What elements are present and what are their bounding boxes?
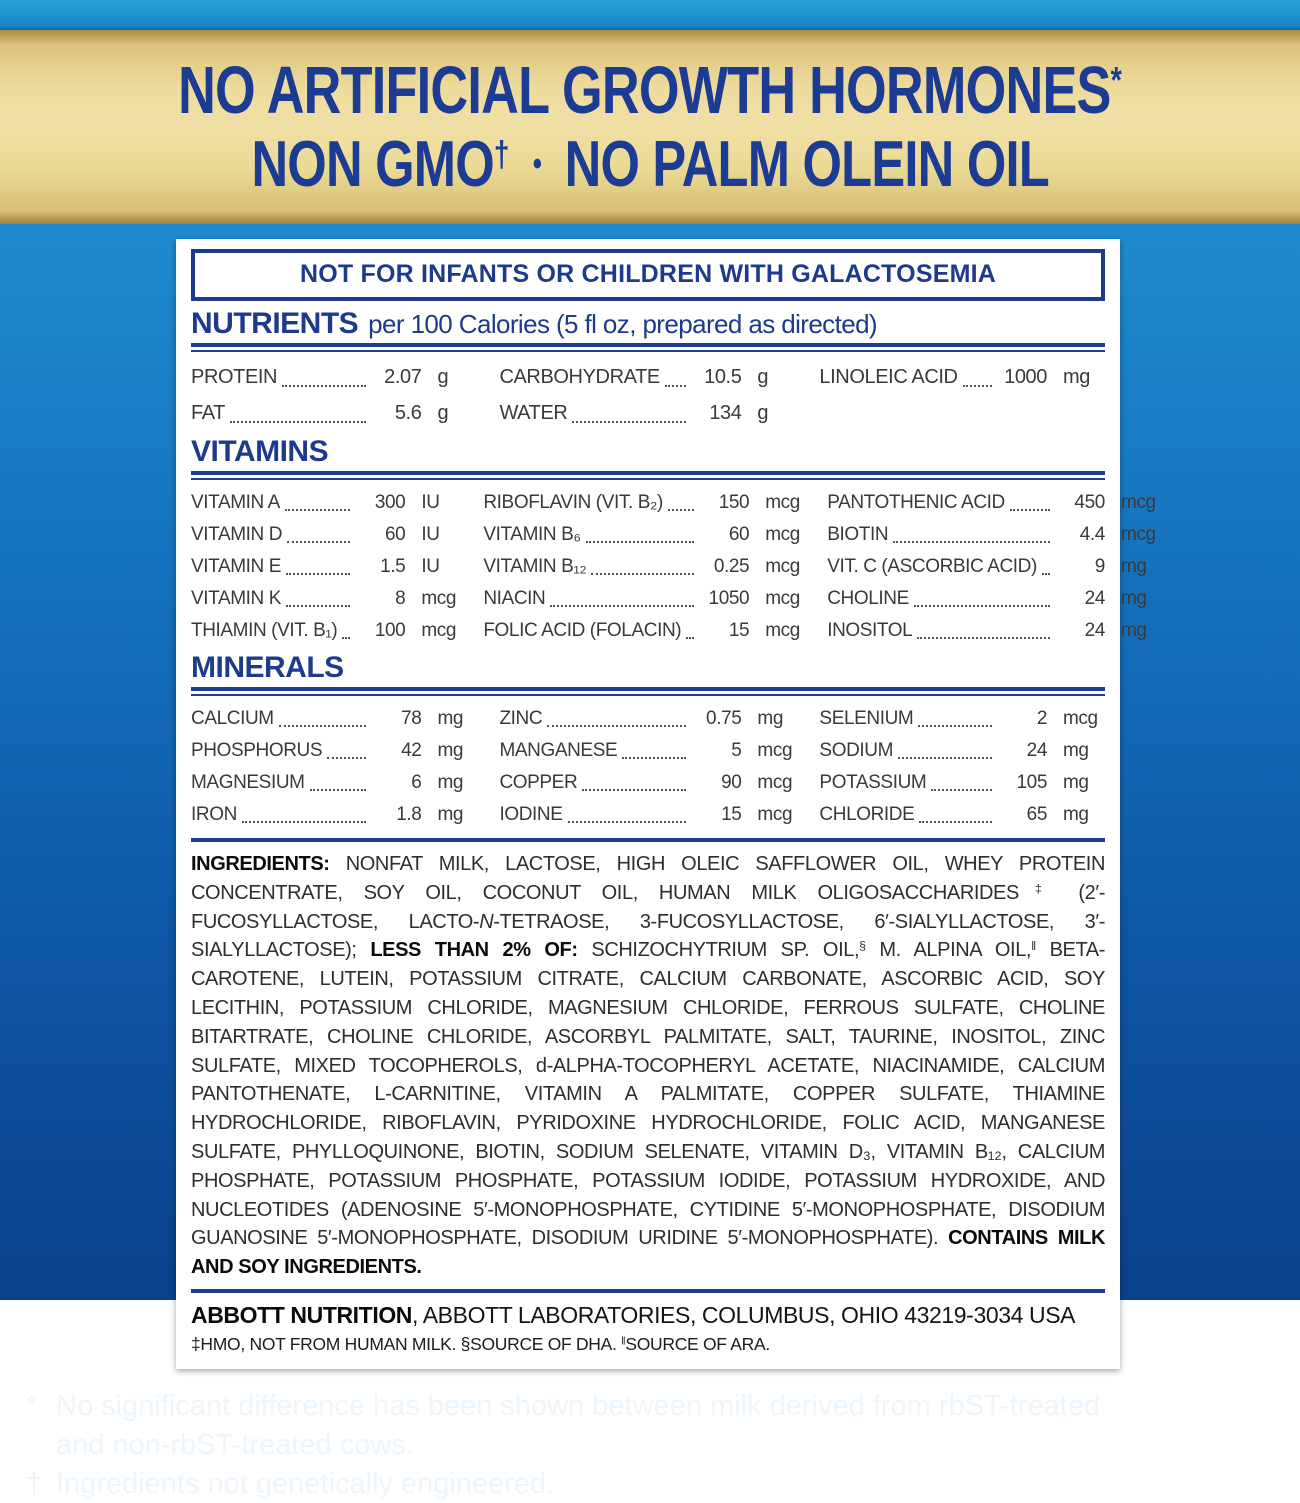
nutrient-name: BIOTIN: [827, 524, 889, 545]
vitamins-columns: [191, 487, 1156, 647]
text-segment: ‖: [1031, 939, 1036, 954]
nutrient-unit: mg: [1120, 620, 1147, 641]
nutrient-name: MAGNESIUM: [191, 772, 305, 793]
nutrients-title: NUTRIENTS: [191, 307, 359, 340]
dot-leader: [686, 615, 694, 639]
nutrient-value: 10.5: [704, 366, 742, 388]
nutrient-value: 90: [721, 772, 742, 793]
footnote-sources-line: [191, 1334, 1105, 1355]
bottom-footnotes: [26, 1387, 1186, 1503]
nutrient-unit: g: [437, 366, 449, 388]
nutrient-unit: mcg: [757, 804, 793, 825]
nutrient-unit: g: [437, 402, 449, 424]
nutrient-value: 42: [401, 740, 422, 761]
gold-claims-banner: [0, 30, 1300, 224]
nutrient-unit: mg: [437, 804, 464, 825]
claim-hormones-text: NO ARTIFICIAL GROWTH HORMONES: [178, 53, 1111, 129]
minerals-col-3: [819, 703, 1105, 831]
text-segment: , ABBOTT LABORATORIES, COLUMBUS, OHIO 43219-3034 USA: [412, 1301, 1076, 1328]
nutrient-name: WATER: [499, 402, 568, 424]
dot-leader: [282, 359, 366, 387]
nutrient-value: 15: [728, 620, 750, 641]
dot-leader: [963, 359, 992, 387]
text-segment: INGREDIENTS:: [191, 853, 346, 875]
nutrient-value: 78: [401, 708, 422, 729]
nutrient-name: INOSITOL: [827, 620, 913, 641]
minerals-section: [191, 651, 1105, 831]
nutrient-row: [827, 519, 1163, 551]
claim-line-hormones: [178, 53, 1122, 129]
nutrient-row: [191, 703, 479, 735]
dot-leader: [547, 703, 686, 727]
nutrient-name: IRON: [191, 804, 237, 825]
claim-palm-text: NO PALM OLEIN OIL: [564, 127, 1049, 201]
dot-leader: [286, 583, 350, 607]
nutrient-value: 4.4: [1079, 524, 1105, 545]
nutrient-value: 1.5: [380, 556, 406, 577]
nutrient-value: 150: [718, 492, 750, 513]
dot-leader: [914, 583, 1050, 607]
nutrient-row: [499, 799, 799, 831]
footnote-marker: †: [26, 1467, 43, 1500]
vitamins-heading: [191, 435, 1105, 469]
nutrient-row: [191, 395, 479, 431]
dot-leader: [622, 735, 686, 759]
vitamins-section: [191, 435, 1156, 647]
dot-leader: [1042, 551, 1050, 575]
nutrient-unit: mg: [437, 740, 464, 761]
nutrient-row: [191, 519, 463, 551]
nutrient-row: [827, 583, 1163, 615]
nutrient-row: [191, 767, 479, 799]
text-segment: ‡: [1018, 881, 1058, 896]
nutrient-name: NIACIN: [483, 588, 546, 609]
nutrient-name: VITAMIN B₁₂: [483, 556, 587, 577]
text-segment: M. ALPINA OIL,: [865, 939, 1032, 962]
dot-leader: [582, 767, 686, 791]
nutrient-unit: IU: [421, 556, 440, 577]
double-rule: [191, 687, 1105, 696]
blue-background: [0, 224, 1300, 1500]
top-cyan-strip: [0, 0, 1300, 30]
nutrient-name: CHLORIDE: [819, 804, 915, 825]
nutrient-unit: g: [757, 366, 769, 388]
dot-leader: [586, 519, 695, 543]
nutrient-name: IODINE: [499, 804, 563, 825]
vitamins-title: VITAMINS: [191, 435, 329, 468]
text-segment: N: [479, 910, 494, 933]
minerals-title: MINERALS: [191, 651, 344, 684]
nutrient-name: THIAMIN (VIT. B₁): [191, 620, 338, 641]
footnote-text: Ingredients not genetically engineered.: [56, 1467, 555, 1500]
nutrients-col-1: [191, 359, 479, 431]
footnote-text: No significant difference has been shown between milk derived from rbST-treated and non-rbST-treated cows.: [56, 1389, 1101, 1461]
nutrient-name: POTASSIUM: [819, 772, 927, 793]
footnote-rbst: [26, 1387, 1186, 1465]
nutrients-section: [191, 307, 1105, 431]
nutrient-row: [819, 735, 1105, 767]
nutrient-value: 300: [374, 492, 406, 513]
nutrient-unit: mg: [1063, 804, 1089, 825]
dot-leader: [310, 767, 367, 791]
nutrient-unit: mcg: [765, 556, 800, 577]
double-rule: [191, 471, 1105, 480]
nutrient-name: VITAMIN K: [191, 588, 281, 609]
dot-leader: [285, 487, 350, 511]
section-divider-rule: [191, 1289, 1105, 1293]
dot-leader: [898, 735, 992, 759]
nutrient-unit: mcg: [421, 620, 457, 641]
nutrient-value: 0.25: [713, 556, 750, 577]
dot-leader: [242, 799, 367, 823]
nutrients-col-3: [819, 359, 1105, 431]
nutrient-value: 2: [1036, 708, 1047, 729]
text-segment: ‖: [621, 1335, 626, 1348]
vitamins-col-3: [827, 487, 1163, 647]
nutrient-value: 6: [411, 772, 422, 793]
dot-leader: [665, 359, 687, 387]
nutrient-unit: mcg: [1063, 708, 1098, 729]
text-segment: SCHIZOCHYTRIUM SP. OIL,: [591, 939, 860, 962]
nutrient-row: [499, 395, 799, 431]
dot-leader: [893, 519, 1050, 543]
nutrient-name: PANTOTHENIC ACID: [827, 492, 1005, 513]
nutrients-col-2: [499, 359, 799, 431]
dot-leader: [230, 395, 366, 423]
text-segment: (2′-FUCOSYLLACTOSE, LACTO-: [191, 881, 1105, 933]
text-segment: SOURCE OF ARA.: [625, 1333, 770, 1354]
text-segment: ‡HMO, NOT FROM HUMAN MILK. §SOURCE OF DHA.: [191, 1333, 622, 1354]
nutrient-name: CARBOHYDRATE: [499, 366, 660, 388]
dot-leader: [550, 583, 694, 607]
vitamins-col-1: [191, 487, 463, 647]
nutrient-name: VITAMIN B₆: [483, 524, 581, 545]
nutrient-unit: mcg: [757, 772, 793, 793]
nutrient-unit: mg: [437, 772, 464, 793]
nutrient-value: 2.07: [384, 366, 422, 388]
nutrient-value: 9: [1094, 556, 1105, 577]
nutrient-value: 134: [709, 402, 742, 424]
nutrient-value: 60: [728, 524, 750, 545]
nutrient-value: 450: [1074, 492, 1105, 513]
nutrient-value: 100: [374, 620, 406, 641]
nutrient-name: LINOLEIC ACID: [819, 366, 958, 388]
text-segment: -TETRAOSE, 3-FUCOSYLLACTOSE, 6′-SIALYLLACTOSE, 3′-SIALYLLACTOSE);: [191, 910, 1105, 962]
text-segment: LESS THAN 2% OF:: [370, 939, 592, 962]
ingredients-paragraph: [191, 850, 1105, 1282]
text-segment: CONTAINS MILK AND SOY INGREDIENTS.: [191, 1227, 1105, 1279]
nutrient-row: [499, 359, 799, 395]
nutrient-row: [819, 799, 1105, 831]
nutrient-unit: mg: [757, 708, 784, 729]
dot-leader: [279, 703, 367, 727]
nutrient-name: VITAMIN A: [191, 492, 280, 513]
dagger-superscript: †: [493, 134, 510, 175]
nutrient-name: COPPER: [499, 772, 578, 793]
nutrient-name: ZINC: [499, 708, 543, 729]
nutrient-unit: IU: [421, 492, 440, 513]
nutrient-unit: mcg: [765, 492, 800, 513]
nutrient-name: FAT: [191, 402, 225, 424]
dot-leader: [287, 519, 350, 543]
nutrient-unit: mg: [1120, 556, 1147, 577]
nutrients-heading: [191, 307, 1105, 341]
footnote-gmo: [26, 1465, 1186, 1503]
nutrient-value: 15: [721, 804, 742, 825]
nutrient-row: [191, 583, 463, 615]
nutrient-row: [191, 551, 463, 583]
nutrient-row: [819, 359, 1105, 395]
dot-leader: [591, 551, 694, 575]
claim-nongmo-text: NON GMO: [251, 127, 494, 201]
dot-leader: [342, 615, 350, 639]
nutrient-name: VITAMIN E: [191, 556, 281, 577]
minerals-col-1: [191, 703, 479, 831]
dot-leader: [917, 615, 1050, 639]
nutrient-row: [819, 703, 1105, 735]
nutrient-row: [827, 551, 1163, 583]
nutrient-unit: mg: [1063, 366, 1090, 388]
text-segment: NONFAT MILK, LACTOSE, HIGH OLEIC SAFFLOWER OIL, WHEY PROTEIN CONCENTRATE, SOY OIL, COCONUT OIL, HUMAN MILK OLIGOSACCHARIDES: [191, 853, 1105, 904]
nutrient-unit: mg: [1120, 588, 1147, 609]
nutrient-row: [191, 735, 479, 767]
nutrient-unit: mcg: [421, 588, 457, 609]
dot-leader: [668, 487, 694, 511]
nutrient-name: PHOSPHORUS: [191, 740, 323, 761]
galactosemia-warning-box: [191, 249, 1105, 301]
nutrient-value: 60: [385, 524, 406, 545]
nutrient-row: [191, 359, 479, 395]
nutrient-row: [499, 703, 799, 735]
nutrient-name: FOLIC ACID (FOLACIN): [483, 620, 682, 641]
nutrient-value: 5: [731, 740, 742, 761]
vitamins-col-2: [483, 487, 807, 647]
nutrient-value: 1000: [1004, 366, 1047, 388]
bullet-separator: •: [532, 145, 542, 184]
nutrient-unit: g: [757, 402, 769, 424]
nutrient-row: [483, 487, 807, 519]
nutrient-row: [191, 487, 463, 519]
nutrient-row: [191, 615, 463, 647]
nutrient-row: [483, 519, 807, 551]
section-divider-rule: [191, 838, 1105, 842]
nutrient-name: SELENIUM: [819, 708, 914, 729]
dot-leader: [286, 551, 350, 575]
nutrients-columns: [191, 359, 1105, 431]
warning-text: NOT FOR INFANTS OR CHILDREN WITH GALACTOSEMIA: [299, 260, 996, 288]
nutrient-value: 1050: [708, 588, 750, 609]
nutrient-row: [499, 767, 799, 799]
footnote-marker: *: [26, 1389, 38, 1422]
nutrient-value: 24: [1084, 588, 1105, 609]
nutrient-row: [827, 615, 1163, 647]
nutrient-value: 24: [1026, 740, 1047, 761]
nutrition-panel: [176, 239, 1156, 1369]
nutrient-value: 8: [395, 588, 406, 609]
minerals-heading: [191, 651, 1105, 685]
nutrient-name: VIT. C (ASCORBIC ACID): [827, 556, 1037, 577]
asterisk-superscript: *: [1110, 60, 1122, 102]
dot-leader: [572, 395, 686, 423]
text-segment: ABBOTT NUTRITION: [191, 1301, 413, 1328]
dot-leader: [327, 735, 366, 759]
nutrient-name: CALCIUM: [191, 708, 274, 729]
dot-leader: [568, 799, 687, 823]
nutrient-name: VITAMIN D: [191, 524, 283, 545]
nutrient-row: [499, 735, 799, 767]
nutrient-row: [827, 487, 1163, 519]
nutrient-value: 105: [1016, 772, 1047, 793]
nutrient-unit: mcg: [1120, 492, 1156, 513]
double-rule: [191, 343, 1105, 352]
nutrients-subtitle: per 100 Calories (5 fl oz, prepared as directed): [368, 309, 877, 339]
nutrient-name: SODIUM: [819, 740, 894, 761]
nutrient-name: RIBOFLAVIN (VIT. B₂): [483, 492, 663, 513]
nutrient-value: 0.75: [706, 708, 742, 729]
dot-leader: [1010, 487, 1050, 511]
minerals-columns: [191, 703, 1105, 831]
nutrient-name: PROTEIN: [191, 366, 278, 388]
claim-line-gmo-palm: [251, 127, 1049, 201]
nutrient-unit: mcg: [765, 620, 800, 641]
nutrient-row: [483, 615, 807, 647]
nutrient-value: 5.6: [394, 402, 422, 424]
nutrient-row: [191, 799, 479, 831]
nutrient-value: 24: [1084, 620, 1105, 641]
nutrient-unit: mcg: [765, 588, 800, 609]
manufacturer-line: [191, 1301, 1105, 1331]
nutrient-unit: IU: [421, 524, 440, 545]
nutrient-row: [819, 767, 1105, 799]
minerals-col-2: [499, 703, 799, 831]
dot-leader: [919, 799, 992, 823]
nutrient-value: 1.8: [396, 804, 422, 825]
nutrient-row: [483, 583, 807, 615]
nutrient-name: CHOLINE: [827, 588, 909, 609]
nutrient-name: MANGANESE: [499, 740, 618, 761]
nutrient-unit: mg: [437, 708, 464, 729]
nutrient-unit: mcg: [765, 524, 800, 545]
dot-leader: [931, 767, 992, 791]
nutrient-value: 65: [1026, 804, 1047, 825]
nutrient-row: [483, 551, 807, 583]
nutrient-unit: mg: [1063, 772, 1089, 793]
nutrient-unit: mcg: [1120, 524, 1156, 545]
text-segment: BETA-CAROTENE, LUTEIN, POTASSIUM CITRATE, CALCIUM CARBONATE, ASCORBIC ACID, SOY LECITHIN, POTASSIUM CHLORIDE, MAGNESIUM CHLORIDE, FERROUS SULFATE, CHOLINE BITARTRATE, CHOLINE CHLORIDE, ASCORBYL PALMITATE, SALT, TAURINE, INOSITOL, ZINC SULFATE, MIXED TOCOPHEROLS, d-ALPHA-TOCOPHERYL ACETATE, NIACINAMIDE, CALCIUM PANTOTHENATE, L-CARNITINE, VITAMIN A PALMITATE, COPPER SULFATE, THIAMINE HYDROCHLORIDE, RIBOFLAVIN, PYRIDOXINE HYDROCHLORIDE, FOLIC ACID, MANGANESE SULFATE, PHYLLOQUINONE, BIOTIN, SODIUM SELENATE, VITAMIN D₃, VITAMIN B₁₂, CALCIUM PHOSPHATE, POTASSIUM PHOSPHATE, POTASSIUM IODIDE, POTASSIUM HYDROXIDE, AND NUCLEOTIDES (ADENOSINE 5′-MONOPHOSPHATE, CYTIDINE 5′-MONOPHOSPHATE, DISODIUM GUANOSINE 5′-MONOPHOSPHATE, DISODIUM URIDINE 5′-MONOPHOSPHATE).: [191, 939, 1106, 1250]
text-segment: §: [859, 939, 866, 954]
nutrient-unit: mcg: [757, 740, 793, 761]
nutrient-unit: mg: [1063, 740, 1089, 761]
dot-leader: [918, 703, 992, 727]
